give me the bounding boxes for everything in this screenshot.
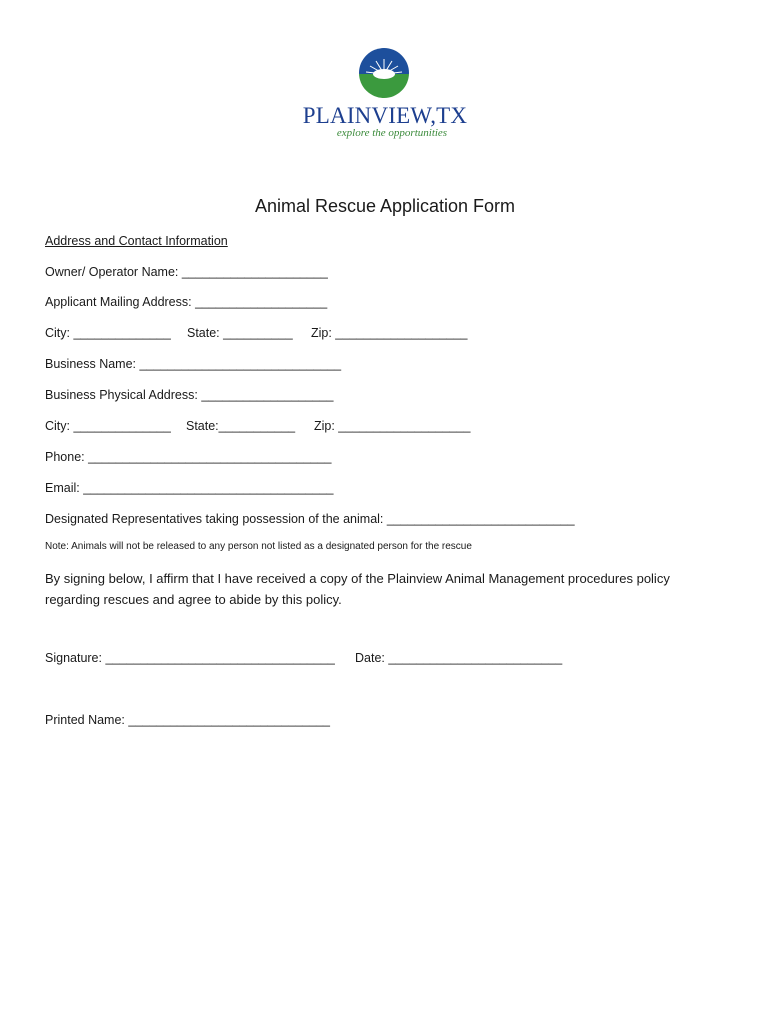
city-field-2[interactable]: City: ______________ <box>45 419 171 433</box>
city-field[interactable]: City: ______________ <box>45 326 171 340</box>
owner-name-field[interactable]: Owner/ Operator Name: _____________________ <box>45 265 328 279</box>
state-field-2[interactable]: State:___________ <box>186 419 296 433</box>
phone-field[interactable]: Phone: ___________________________________ <box>45 450 332 464</box>
page-title: Animal Rescue Application Form <box>254 196 516 216</box>
affirmation-line-1: By signing below, I affirm that I have received a copy of the Plainview Animal Management procedures policy <box>45 571 670 586</box>
zip-field[interactable]: Zip: ___________________ <box>311 326 468 340</box>
plainview-logo <box>358 47 410 99</box>
state-field[interactable]: State: __________ <box>187 326 293 340</box>
release-note: Note: Animals will not be released to any person not listed as a designated person for the rescue <box>45 541 472 552</box>
mailing-address-field[interactable]: Applicant Mailing Address: ___________________ <box>45 295 328 309</box>
email-field[interactable]: Email: ____________________________________ <box>45 481 334 495</box>
date-field[interactable]: Date: _________________________ <box>355 651 563 665</box>
physical-address-field[interactable]: Business Physical Address: ___________________ <box>45 388 334 402</box>
brand-name: PLAINVIEW,TX <box>302 103 468 128</box>
brand-tagline: explore the opportunities <box>336 127 448 139</box>
affirmation-text <box>45 568 670 610</box>
designated-representatives-field[interactable]: Designated Representatives taking possession of the animal: ___________________________ <box>45 512 575 526</box>
affirmation-line-2: regarding rescues and agree to abide by this policy. <box>45 592 342 607</box>
section-heading: Address and Contact Information <box>45 234 228 248</box>
zip-field-2[interactable]: Zip: ___________________ <box>314 419 471 433</box>
signature-field[interactable]: Signature: _________________________________ <box>45 651 335 665</box>
business-name-field[interactable]: Business Name: _____________________________ <box>45 357 342 371</box>
printed-name-field[interactable]: Printed Name: _____________________________ <box>45 713 330 727</box>
